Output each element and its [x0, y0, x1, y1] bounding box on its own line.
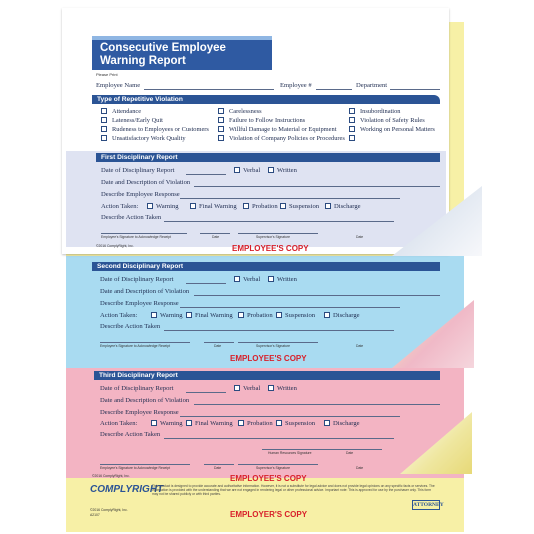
first-response-field[interactable]	[180, 198, 400, 199]
violation-insubordination[interactable]: Insubordination	[349, 108, 400, 115]
third-action-warning[interactable]: Warning	[151, 420, 183, 427]
third-date-field[interactable]	[186, 392, 226, 393]
violation-company-policies[interactable]: Violation of Company Policies or Procedures	[218, 135, 345, 142]
employer-copy-label: EMPLOYER'S COPY	[230, 510, 308, 519]
third-action-discharge[interactable]: Discharge	[324, 420, 360, 427]
first-verbal-option[interactable]: Verbal	[234, 167, 260, 174]
checkbox-icon[interactable]	[218, 126, 224, 132]
checkbox-icon[interactable]	[243, 203, 249, 209]
first-action-warning[interactable]: Warning	[147, 203, 179, 210]
checkbox-icon[interactable]	[151, 312, 157, 318]
third-copyright: ©2016 ComplyRight, Inc.	[92, 474, 130, 478]
third-report-heading: Third Disciplinary Report	[94, 371, 440, 380]
first-report-heading: First Disciplinary Report	[96, 153, 440, 162]
checkbox-icon[interactable]	[234, 276, 240, 282]
second-written-option[interactable]: Written	[268, 276, 297, 283]
third-date-small-2: Date	[356, 466, 364, 470]
first-action-label: Action Taken:	[101, 203, 139, 210]
violation-carelessness[interactable]: Carelessness	[218, 108, 262, 115]
violation-lateness[interactable]: Lateness/Early Quit	[101, 117, 163, 124]
third-hr-label: Human Resources Signature	[268, 451, 312, 455]
department-field[interactable]	[390, 89, 440, 90]
second-response-label: Describe Employee Response	[100, 300, 179, 307]
second-description-label: Date and Description of Violation	[100, 288, 190, 295]
checkbox-icon[interactable]	[190, 203, 196, 209]
checkbox-icon[interactable]	[218, 117, 224, 123]
first-action-taken-field[interactable]	[164, 221, 394, 222]
first-written-option[interactable]: Written	[268, 167, 297, 174]
second-employee-signature-line[interactable]	[100, 342, 190, 343]
second-verbal-option[interactable]: Verbal	[234, 276, 260, 283]
checkbox-icon[interactable]	[325, 203, 331, 209]
first-description-label: Date and Description of Violation	[101, 179, 191, 186]
checkbox-icon[interactable]	[234, 167, 240, 173]
second-action-label: Action Taken:	[100, 312, 138, 319]
title-line-2: Warning Report	[100, 55, 186, 67]
employee-name-field[interactable]	[144, 89, 274, 90]
third-response-field[interactable]	[180, 416, 400, 417]
form-title	[92, 36, 272, 70]
third-action-probation[interactable]: Probation	[238, 420, 273, 427]
first-action-discharge[interactable]: Discharge	[325, 203, 361, 210]
third-supervisor-line[interactable]	[238, 464, 318, 465]
violation-failure-instructions[interactable]: Failure to Follow Instructions	[218, 117, 305, 124]
violation-rudeness[interactable]: Rudeness to Employees or Customers	[101, 126, 209, 133]
second-copy-label: EMPLOYEE'S COPY	[230, 354, 307, 363]
checkbox-icon[interactable]	[101, 126, 107, 132]
checkbox-icon[interactable]	[324, 312, 330, 318]
checkbox-icon[interactable]	[349, 117, 355, 123]
checkbox-icon[interactable]	[268, 167, 274, 173]
third-hr-signature-line[interactable]	[262, 449, 382, 450]
second-action-final-warning[interactable]: Final Warning	[186, 312, 233, 319]
third-action-taken-field[interactable]	[164, 438, 394, 439]
first-description-field[interactable]	[194, 186, 440, 187]
first-response-label: Describe Employee Response	[101, 191, 180, 198]
second-report-heading: Second Disciplinary Report	[92, 262, 440, 271]
checkbox-icon[interactable]	[280, 203, 286, 209]
attorney-badge: ATTORNEY	[413, 502, 444, 508]
third-supervisor-label: Supervisor's Signature	[256, 466, 291, 470]
second-date-line[interactable]	[204, 342, 234, 343]
checkbox-icon[interactable]	[276, 312, 282, 318]
checkbox-icon[interactable]	[101, 117, 107, 123]
first-supervisor-line[interactable]	[238, 233, 318, 234]
first-copy-label: EMPLOYEE'S COPY	[232, 244, 309, 253]
checkbox-icon[interactable]	[324, 420, 330, 426]
checkbox-icon[interactable]	[147, 203, 153, 209]
third-response-label: Describe Employee Response	[100, 409, 179, 416]
third-description-field[interactable]	[194, 404, 440, 405]
third-employee-signature-line[interactable]	[100, 464, 190, 465]
third-action-taken-label: Describe Action Taken	[100, 431, 161, 438]
violation-personal-matters[interactable]: Working on Personal Matters	[349, 126, 435, 133]
violation-other[interactable]	[349, 135, 360, 142]
second-date-field[interactable]	[186, 283, 226, 284]
checkbox-icon[interactable]	[186, 312, 192, 318]
checkbox-icon[interactable]	[276, 420, 282, 426]
employee-name-label: Employee Name	[96, 82, 141, 89]
third-verbal-option[interactable]: Verbal	[234, 385, 260, 392]
employee-number-field[interactable]	[316, 89, 352, 90]
checkbox-icon[interactable]	[238, 420, 244, 426]
violation-attendance[interactable]: Attendance	[101, 108, 141, 115]
first-action-suspension[interactable]: Suspension	[280, 203, 319, 210]
second-action-taken-label: Describe Action Taken	[100, 323, 161, 330]
checkbox-icon[interactable]	[349, 126, 355, 132]
first-date-small-2: Date	[356, 235, 364, 239]
second-action-probation[interactable]: Probation	[238, 312, 273, 319]
first-date-field[interactable]	[186, 174, 226, 175]
second-action-suspension[interactable]: Suspension	[276, 312, 315, 319]
checkbox-icon[interactable]	[151, 420, 157, 426]
first-action-taken-label: Describe Action Taken	[101, 214, 162, 221]
third-action-final-warning[interactable]: Final Warning	[186, 420, 233, 427]
title-line-1: Consecutive Employee	[100, 42, 226, 54]
third-date-small: Date	[214, 466, 222, 470]
first-signature-label: Employee's Signature to Acknowledge Receipt	[101, 235, 172, 239]
second-signature-label: Employee's Signature to Acknowledge Receipt	[100, 344, 171, 348]
second-action-taken-field[interactable]	[164, 330, 394, 331]
yellow-copyright: ©2016 ComplyRight, Inc.	[90, 508, 128, 512]
checkbox-icon[interactable]	[349, 135, 355, 141]
disclaimer-text: This product is designed to provide accurate and authoritative information. However, it is not a substitute for legal advice and does not provide legal opinions on any specific facts or services. The information is provided with the understanding that we are not engaged in rendering legal or other professional advice. Important note: This is approved for use by the purchaser only. This form may not be shared publicly or with third parties.	[152, 484, 435, 496]
checkbox-icon[interactable]	[218, 108, 224, 114]
form-code: A2107	[90, 513, 100, 517]
violation-heading: Type of Repetitive Violation	[92, 95, 440, 104]
second-date-label: Date of Disciplinary Report	[100, 276, 174, 283]
complyright-logo: COMPLYRIGHT	[90, 484, 164, 495]
employee-number-label: Employee #	[280, 82, 312, 89]
print-note: Please Print	[96, 72, 118, 77]
first-action-probation[interactable]: Probation	[243, 203, 278, 210]
violation-willful-damage[interactable]: Willful Damage to Material or Equipment	[218, 126, 336, 133]
checkbox-icon[interactable]	[349, 108, 355, 114]
checkbox-icon[interactable]	[238, 312, 244, 318]
second-date-small-2: Date	[356, 344, 364, 348]
third-signature-label: Employee's Signature to Acknowledge Receipt	[100, 466, 171, 470]
second-description-field[interactable]	[194, 295, 440, 296]
checkbox-icon[interactable]	[186, 420, 192, 426]
department-label: Department	[356, 82, 388, 89]
checkbox-icon[interactable]	[268, 385, 274, 391]
third-written-option[interactable]: Written	[268, 385, 297, 392]
second-supervisor-label: Supervisor's Signature	[256, 344, 291, 348]
checkbox-icon[interactable]	[218, 135, 224, 141]
first-action-final-warning[interactable]: Final Warning	[190, 203, 237, 210]
second-action-discharge[interactable]: Discharge	[324, 312, 360, 319]
third-hr-date-small: Date	[346, 451, 354, 455]
second-date-small: Date	[214, 344, 222, 348]
violation-work-quality[interactable]: Unsatisfactory Work Quality	[101, 135, 186, 142]
third-date-label: Date of Disciplinary Report	[100, 385, 174, 392]
checkbox-icon[interactable]	[268, 276, 274, 282]
third-action-suspension[interactable]: Suspension	[276, 420, 315, 427]
checkbox-icon[interactable]	[234, 385, 240, 391]
third-date-line[interactable]	[204, 464, 234, 465]
violation-safety-rules[interactable]: Violation of Safety Rules	[349, 117, 425, 124]
second-action-warning[interactable]: Warning	[151, 312, 183, 319]
first-date-line[interactable]	[200, 233, 230, 234]
third-action-label: Action Taken:	[100, 420, 138, 427]
first-date-small: Date	[212, 235, 220, 239]
checkbox-icon[interactable]	[101, 108, 107, 114]
first-supervisor-label: Supervisor's Signature	[256, 235, 291, 239]
first-copyright: ©2016 ComplyRight, Inc.	[96, 244, 134, 248]
third-description-label: Date and Description of Violation	[100, 397, 190, 404]
second-response-field[interactable]	[180, 307, 400, 308]
third-copy-label: EMPLOYEE'S COPY	[230, 474, 307, 483]
second-supervisor-line[interactable]	[238, 342, 318, 343]
checkbox-icon[interactable]	[101, 135, 107, 141]
first-date-label: Date of Disciplinary Report	[101, 167, 175, 174]
first-employee-signature-line[interactable]	[101, 233, 187, 234]
